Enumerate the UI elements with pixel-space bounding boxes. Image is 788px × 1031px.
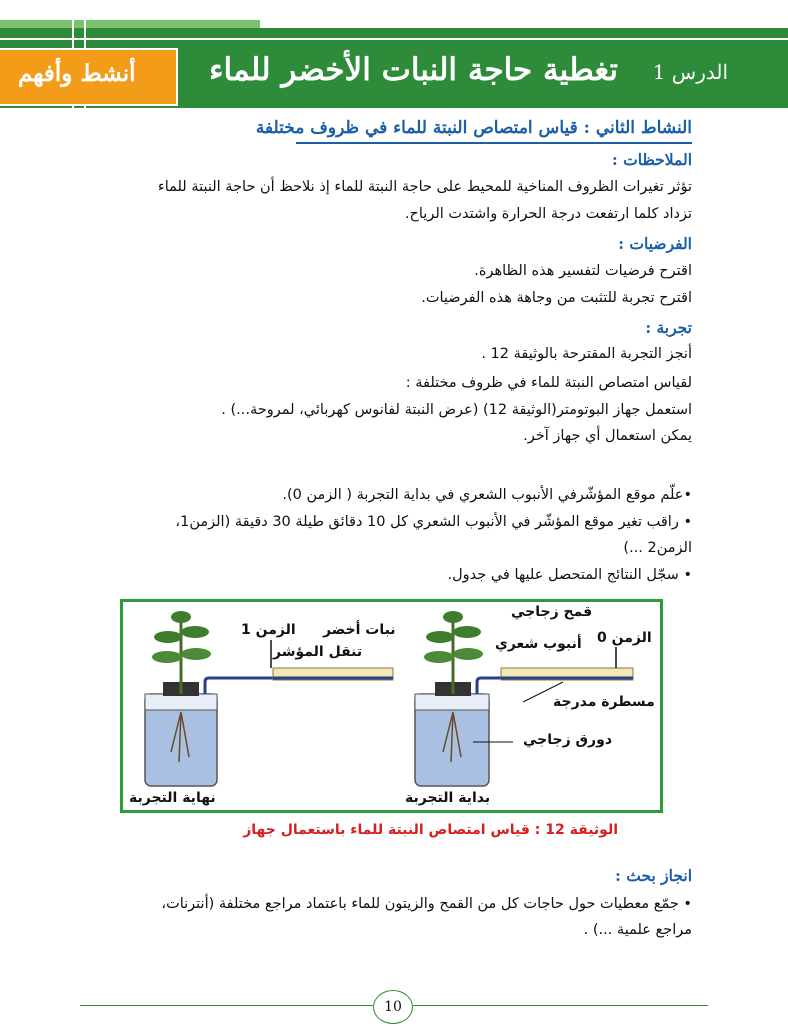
figure-label-glass-funnel: قمح زجاجي xyxy=(511,604,593,620)
figure-label-indicator-move: تنقل المؤشر xyxy=(273,644,363,660)
research-heading: انجاز بحث : xyxy=(615,866,692,885)
figure-label-capillary: أنبوب شعري xyxy=(495,636,582,652)
figure-label-ruler: مسطرة مدرجة xyxy=(553,694,655,710)
experiment-line: لقياس امتصاص النبتة للماء في ظروف مختلفة : xyxy=(405,375,692,391)
figure-label-time1: الزمن 1 xyxy=(241,622,296,638)
figure-label-start: بداية التجربة xyxy=(405,790,491,806)
activity-title-underline xyxy=(296,142,692,144)
research-line: • جمّع معطيات حول حاجات كل من القمح والزيتون للماء باعتماد مراجع مختلفة (أنترنات، xyxy=(161,896,692,912)
hypotheses-line: اقترح فرضيات لتفسير هذه الظاهرة. xyxy=(474,263,692,279)
instruction-bullet: •علّم موقع المؤشّرفي الأنبوب الشعري في بداية التجربة ( الزمن 0). xyxy=(282,487,692,503)
potometer-figure xyxy=(120,599,663,813)
instruction-bullet: • راقب تغير موقع المؤشّر في الأنبوب الشعري كل 10 دقائق طيلة 30 دقيقة (الزمن1، xyxy=(175,514,692,530)
research-line: مراجع علمية ...) . xyxy=(583,922,692,938)
page-number: 10 xyxy=(373,990,413,1024)
observations-heading: الملاحظات : xyxy=(612,150,692,169)
page-header xyxy=(0,0,788,110)
figure-label-end: نهاية التجربة xyxy=(129,790,216,806)
figure-caption: الوثيقة 12 : قياس امتصاص النبتة للماء باستعمال جهاز xyxy=(243,822,618,838)
experiment-line: يمكن استعمال أي جهاز آخر. xyxy=(523,428,692,444)
footer-rule-left xyxy=(80,1005,373,1006)
lesson-number: الدرس 1 xyxy=(652,60,728,84)
observations-line: تزداد كلما ارتفعت درجة الحرارة واشتدت الرياح. xyxy=(404,206,692,222)
header-divider-horizontal xyxy=(0,38,788,40)
experiment-line: استعمل جهاز البوتومتر(الوثيقة 12) (عرض النبتة لفانوس كهربائي، لمروحة...) . xyxy=(221,402,692,418)
section-badge-label: أنشط وأفهم xyxy=(18,60,136,87)
observations-line: تؤثر تغيرات الظروف المناخية للمحيط على حاجة النبتة للماء إذ نلاحظ أن حاجة النبتة للماء xyxy=(157,179,692,195)
lesson-title: تغطية حاجة النبات الأخضر للماء xyxy=(208,52,618,88)
figure-label-glass-tube: دورق زجاجي xyxy=(523,732,612,748)
figure-label-green-plant: نبات أخضر xyxy=(323,622,396,638)
activity-title: النشاط الثاني : قياس امتصاص النبتة للماء في ظروف مختلفة xyxy=(255,118,692,138)
hypotheses-heading: الفرضيات : xyxy=(618,234,692,253)
footer-rule-right xyxy=(413,1005,708,1006)
hypotheses-line: اقترح تجربة للتثبت من وجاهة هذه الفرضيات. xyxy=(421,290,692,306)
instruction-bullet: • سجّل النتائج المتحصل عليها في جدول. xyxy=(447,567,692,583)
instruction-bullet: الزمن2 ...) xyxy=(623,540,692,556)
experiment-heading: تجربة : xyxy=(645,318,692,337)
figure-label-time0: الزمن 0 xyxy=(597,630,652,646)
experiment-line: أنجز التجربة المقترحة بالوثيقة 12 . xyxy=(481,346,692,362)
